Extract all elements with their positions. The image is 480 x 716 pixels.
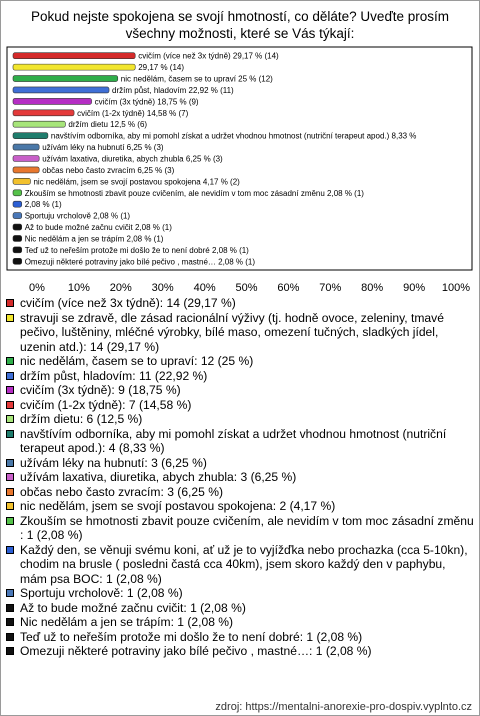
legend-swatch [6,488,14,496]
x-tick-label: 50% [235,282,258,294]
legend-item [6,499,474,514]
legend [6,296,474,659]
bar-label: navštívím odborníka, aby mi pomohl získat a udržet vhodnou hmotnost (nutriční terapeut apod.) 8,33 % [50,131,417,141]
bar [13,235,22,241]
legend-item [6,296,474,311]
legend-text: cvičím (1-2x týdně): 7 (14,58 %) [20,397,192,412]
legend-swatch [6,372,14,380]
bar-label: užívám laxativa, diuretika, abych zhubla 6,25 % (3) [42,154,223,164]
bar-label: cvičím (1-2x týdně) 14,58 % (7) [77,108,189,118]
legend-swatch [6,473,14,481]
bar-label: držím půst, hladovím 22,92 % (11) [112,85,234,95]
legend-item [6,615,474,630]
chart-title: Pokud nejste spokojena se svojí hmotností, co děláte? Uveďte prosím všechny možnosti, které se Vás týkají: [30,9,450,41]
bar-label: Sportuju vrcholově 2,08 % (1) [24,211,131,221]
legend-text: cvičím (3x týdně): 9 (18,75 %) [20,383,181,397]
legend-item [6,398,474,413]
bar-label: nic nedělám, časem se to upraví 25 % (12) [120,74,273,84]
legend-item [6,630,474,645]
legend-text: Teď už to neřeším protože mi došlo že to není dobré: 1 (2,08 %) [20,629,363,644]
bar [13,190,22,196]
bar-label: Omezuji některé potraviny jako bílé pečivo , mastné… 2,08 % (1) [24,257,256,267]
bar-label: Nic nedělám a jen se trápím 2,08 % (1) [24,234,164,244]
legend-swatch [6,618,14,626]
legend-swatch [6,546,14,554]
legend-swatch [6,401,14,409]
legend-item [6,427,474,456]
bar [13,110,74,116]
legend-text: cvičím (více než 3x týdně): 14 (29,17 %) [20,296,236,310]
bar [13,121,65,127]
legend-text: nic nedělám, jsem se svojí postavou spokojena: 2 (4,17 %) [20,499,336,513]
legend-text: Zkouším se hmotnosti zbavit pouze cvičením, ale nevidím v tom moc zásadní změnu : 1 (2,08 %) [20,513,474,542]
bar [13,224,22,230]
x-tick-label: 60% [277,282,300,294]
x-tick-label: 70% [319,282,342,294]
legend-text: Až to bude možné začnu cvičit: 1 (2,08 %) [20,600,246,615]
bar [13,247,22,253]
bar-label: cvičím (3x týdně) 18,75 % (9) [94,97,199,107]
legend-text: držím dietu: 6 (12,5 %) [20,412,143,426]
legend-swatch [6,647,14,655]
legend-swatch [6,459,14,467]
bar [13,258,22,264]
legend-item [6,369,474,384]
x-tick-label: 40% [193,282,216,294]
bar-label: nic nedělám, jsem se svojí postavou spokojena 4,17 % (2) [33,177,240,187]
legend-swatch [6,633,14,641]
bar-label: držím dietu 12,5 % (6) [68,120,148,130]
legend-item [6,644,474,659]
legend-swatch [6,386,14,394]
legend-swatch [6,314,14,322]
bar [13,64,135,70]
legend-text: užívám laxativa, diuretika, abych zhubla: 3 (6,25 %) [20,470,297,484]
legend-text: občas nebo často zvracím: 3 (6,25 %) [20,484,224,499]
x-tick-label: 100% [441,282,471,294]
bar [13,167,39,173]
bar-label: 2,08 % (1) [24,200,62,210]
legend-swatch [6,415,14,423]
bar [13,178,30,184]
bar-label: Teď už to neřeším protože mi došlo že to není dobré 2,08 % (1) [24,245,249,255]
legend-item [6,601,474,616]
legend-text: užívám léky na hubnutí: 3 (6,25 %) [20,455,207,470]
bar-label: občas nebo často zvracím 6,25 % (3) [42,165,175,175]
legend-text: nic nedělám, časem se to upraví: 12 (25 %) [20,354,254,368]
bar [13,201,22,207]
bar [13,213,22,219]
legend-text: Omezuji některé potraviny jako bílé pečivo , mastné…: 1 (2,08 %) [20,644,372,658]
legend-item [6,470,474,485]
x-tick-label: 20% [109,282,132,294]
legend-item [6,514,474,543]
bar-label: Zkouším se hmotnosti zbavit pouze cvičením, ale nevidím v tom moc zásadní změnu 2,08 % (1) [24,188,364,198]
legend-item [6,456,474,471]
legend-swatch [6,357,14,365]
legend-item [6,354,474,369]
bar-label: cvičím (více než 3x týdně) 29,17 % (14) [138,51,279,61]
bar [13,133,48,139]
legend-text: Každý den, se věnuji svému koni, ať už je to vyjížďka nebo prochazka (cca 5-10kn), chodim na brusle ( posledni častá cca 40km), jsem skoro každý den v paphybu, mám psa BOC: 1 (2,08 %) [20,542,468,586]
bar-label: 29,17 % (14) [138,63,185,73]
legend-item [6,485,474,500]
legend-swatch [6,430,14,438]
bar [13,98,92,104]
x-tick-label: 10% [67,282,90,294]
bar-label: užívám léky na hubnutí 6,25 % (3) [42,143,164,153]
legend-text: Nic nedělám a jen se trápím: 1 (2,08 %) [20,615,234,629]
legend-item [6,543,474,587]
bar [13,144,39,150]
bar [13,53,135,59]
legend-item [6,412,474,427]
source-note: zdroj: https://mentalni-anorexie-pro-dospiv.vyplnto.cz [215,701,472,713]
legend-item [6,586,474,601]
legend-swatch [6,589,14,597]
bar-label: Až to bude možné začnu cvičit 2,08 % (1) [24,223,172,233]
bar [13,156,39,162]
legend-text: držím půst, hladovím: 11 (22,92 %) [20,368,208,383]
legend-text: stravuji se zdravě, dle zásad racionální výživy (tj. hodně ovoce, zeleniny, tmavé pečivo, luštěniny, mléčné výrobky, bílé maso, omezení tučných, sladkých jídel, uzenin atd.): 14 (29,17 %) [20,310,444,354]
legend-text: navštívím odborníka, aby mi pomohl získat a udržet vhodnou hmotnost (nutriční terapeut apod.): 4 (8,33 %) [20,426,447,455]
legend-swatch [6,604,14,612]
bar [13,76,118,82]
x-tick-label: 30% [151,282,174,294]
x-tick-label: 80% [361,282,384,294]
legend-swatch [6,502,14,510]
x-tick-label: 90% [403,282,426,294]
bar [13,87,109,93]
legend-item [6,383,474,398]
legend-text: Sportuju vrcholově: 1 (2,08 %) [20,586,183,600]
x-tick-label: 0% [29,282,45,294]
legend-swatch [6,299,14,307]
legend-swatch [6,517,14,525]
legend-item [6,311,474,355]
